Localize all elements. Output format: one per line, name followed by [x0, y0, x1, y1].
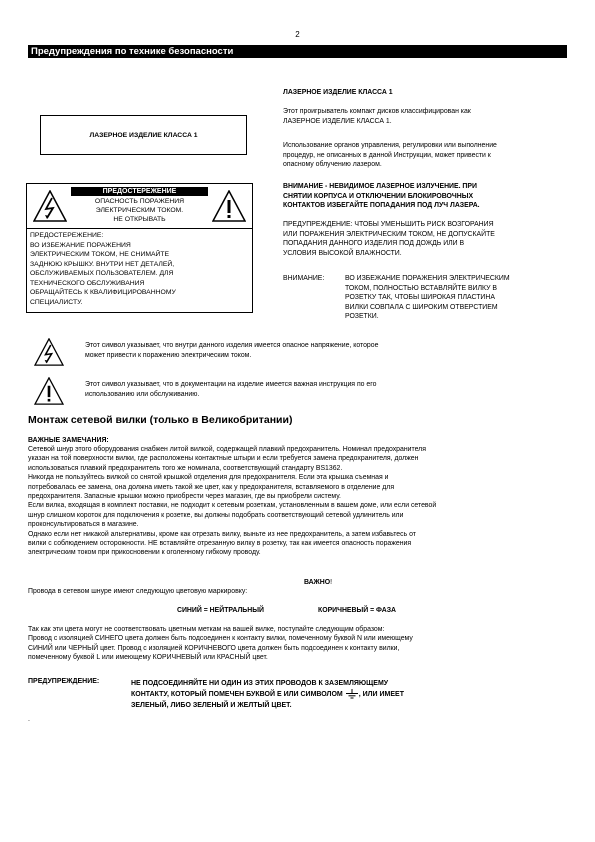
exclamation-symbol-text: Этот символ указывает, что в документации на изделие имеется важная инструкция по его использованию или обслуживанию.	[85, 381, 377, 398]
exclamation-warning-icon	[212, 190, 246, 222]
laser-paragraph: Этот проигрыватель компакт дисков классифицирован как ЛАЗЕРНОЕ ИЗДЕЛИЕ КЛАССА 1.	[283, 108, 471, 125]
ground-symbol-icon	[345, 689, 359, 699]
controls-paragraph: Использование органов управления, регулировки или выполнение процедур, не описанных в данной Инструкции, может привести к опасному облучению лазером.	[283, 142, 497, 168]
plug-section-title: Монтаж сетевой вилки (только в Великобритании)	[28, 414, 293, 426]
attention-label: ВНИМАНИЕ:	[283, 275, 325, 282]
exclamation-symbol-row	[34, 377, 574, 407]
page-title: Предупреждения по технике безопасности	[28, 45, 567, 58]
caution-heading: ПРЕДОСТЕРЕЖЕНИЕ	[71, 187, 208, 196]
brown-wire-label: КОРИЧНЕВЫЙ = ФАЗА	[318, 607, 397, 614]
laser-class-label: ЛАЗЕРНОЕ ИЗДЕЛИЕ КЛАССА 1	[89, 131, 198, 139]
lightning-symbol-row	[34, 338, 574, 368]
caution-label-box	[26, 183, 253, 313]
lightning-symbol-text: Этот символ указывает, что внутри данного изделия имеется опасное напряжение, которое может привести к поражению электрическим током.	[85, 342, 379, 359]
invisible-laser-warning: ВНИМАНИЕ - НЕВИДИМОЕ ЛАЗЕРНОЕ ИЗЛУЧЕНИЕ. ПРИ СНЯТИИ КОРПУСА И ОТКЛЮЧЕНИИ БЛОКИРОВОЧНЫХ КОНТАКТОВ ИЗБЕГАЙТЕ ПОПАДАНИЯ ПОД ЛУЧ ЛАЗЕРА.	[283, 183, 480, 209]
laser-heading: ЛАЗЕРНОЕ ИЗДЕЛИЕ КЛАССА 1	[283, 89, 393, 96]
connection-instructions: Так как эти цвета могут не соответствовать цветным меткам на вашей вилке, поступайте следующим образом: Провод с изоляцией СИНЕГО цвета должен быть подсоединен к контакту вилки, помеченному буквой N или имеющему СИНИЙ или ЧЕРНЫЙ цвет. Провод с изоляцией КОРИЧНЕВОГО цвета должен быть подсоединен к контакту вилки, помеченному буквой L или имеющему КОРИЧНЕВЫЙ или КРАСНЫЙ цвет.	[28, 626, 413, 662]
caution-label-header	[27, 184, 252, 229]
important-label: ВАЖНО	[303, 579, 331, 586]
lightning-warning-icon	[34, 338, 64, 366]
trailing-dot: .	[28, 716, 30, 723]
important-label-row	[28, 578, 568, 587]
page-number: 2	[295, 30, 300, 39]
color-intro: Провода в сетевом шнуре имеют следующую цветовую маркировку:	[28, 588, 248, 595]
fire-warning: ПРЕДУПРЕЖДЕНИЕ: ЧТОБЫ УМЕНЬШИТЬ РИСК ВОЗГОРАНИЯ ИЛИ ПОРАЖЕНИЯ ЭЛЕКТРИЧЕСКИМ ТОКОМ, НЕ ДОПУСКАЙТЕ ПОПАДАНИЯ ДАННОГО ИЗДЕЛИЯ ПОД ДОЖДЬ ИЛИ В УСЛОВИЯ ВЫСОКОЙ ВЛАЖНОСТИ.	[283, 221, 495, 257]
important-notes-heading: ВАЖНЫЕ ЗАМЕЧАНИЯ:	[28, 437, 109, 444]
caution-body: ПРЕДОСТЕРЕЖЕНИЕ: ВО ИЗБЕЖАНИЕ ПОРАЖЕНИЯ ЭЛЕКТРИЧЕСКИМ ТОКОМ, НЕ СНИМАЙТЕ ЗАДНЮЮ КРЫШКУ. ВНУТРИ НЕТ ДЕТАЛЕЙ, ОБСЛУЖИВАЕМЫХ ПОЛЬЗОВАТЕЛЕМ. ДЛЯ ТЕХНИЧЕСКОГО ОБСЛУЖИВАНИЯ ОБРАЩАЙТЕСЬ К КВАЛИФИЦИРОВАННОМУ СПЕЦИАЛИСТУ.	[30, 232, 176, 306]
earth-warning-label: ПРЕДУПРЕЖДЕНИЕ:	[28, 678, 100, 685]
exclamation-warning-icon	[34, 377, 64, 405]
laser-class-label-box	[40, 115, 247, 155]
caution-subtext: ОПАСНОСТЬ ПОРАЖЕНИЯ ЭЛЕКТРИЧЕСКИМ ТОКОМ. НЕ ОТКРЫВАТЬ	[94, 198, 185, 223]
important-mark: !	[330, 579, 333, 586]
blue-wire-label: СИНИЙ = НЕЙТРАЛЬНЫЙ	[177, 607, 264, 614]
important-notes-body: Сетевой шнур этого оборудования снабжен литой вилкой, содержащей плавкий предохранитель. Номинал предохранителя указан на той поверхности вилки, где расположены контактные штыри и если требуется замена предохранителя, должен использоваться плавкий предохранитель того же номинала, соответствующий стандарту BS1362. Никогда не пользуйтесь вилкой со снятой крышкой отделения для предохранителя. Если эта крышка съемная и потребовалась ее замена, она должна иметь такой же цвет, как у предохранителя, вставляемого в отделение для предохранителя. Запасные крышки можно приобрести через магазин, где вы приобрели систему. Если вилка, входящая в комплект поставки, не подходит к сетевым розеткам, установленным в вашем доме, или если сетевой шнур слишком короток для подключения к розетке, вы должны подобрать соответствующий сетевой удлинитель или проконсультироваться в магазине. Однако если нет никакой альтернативы, кроме как отрезать вилку, выньте из нее предохранитель, а затем избавьтесь от вилки с соблюдением осторожности. НЕ вставляйте отрезанную вилку в розетку, так как имеется опасность поражения электрическим током при прикосновении к оголенному гибкому проводу.	[28, 446, 437, 557]
earth-warning-text: НЕ ПОДСОЕДИНЯЙТЕ НИ ОДИН ИЗ ЭТИХ ПРОВОДОВ К ЗАЗЕМЛЯЮЩЕМУ КОНТАКТУ, КОТОРЫЙ ПОМЕЧЕН БУКВОЙ Е ИЛИ СИМВОЛОМ , ИЛИ ИМЕЕТ ЗЕЛЕНЫЙ, ЛИБО ЗЕЛЕНЫЙ И ЖЕЛТЫЙ ЦВЕТ.	[131, 680, 404, 709]
attention-text: ВО ИЗБЕЖАНИЕ ПОРАЖЕНИЯ ЭЛЕКТРИЧЕСКИМ ТОКОМ, ПОЛНОСТЬЮ ВСТАВЛЯЙТЕ ВИЛКУ В РОЗЕТКУ ТАК, ЧТОБЫ ШИРОКАЯ ПЛАСТИНА ВИЛКИ СОВПАЛА С ШИРОКИМ ОТВЕРСТИЕМ РОЗЕТКИ.	[345, 275, 510, 320]
lightning-warning-icon	[33, 190, 67, 222]
